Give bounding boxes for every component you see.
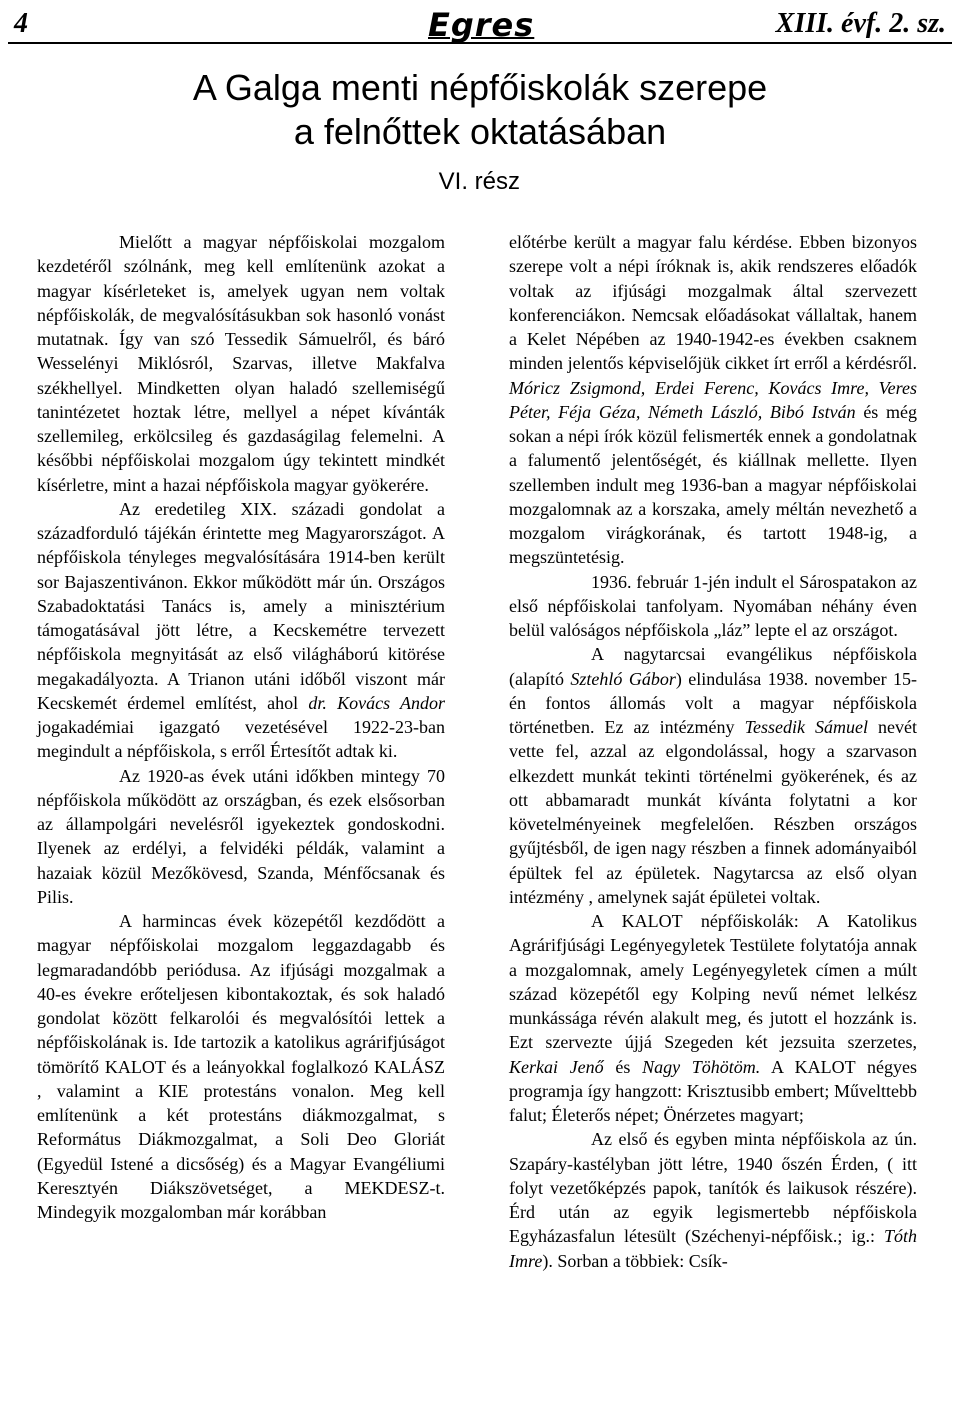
page-number: 4: [14, 8, 28, 39]
paragraph: A KALOT népfőiskolák: A Katolikus Agrárifjúsági Legényegyletek Testülete folytatója annak a mozgalomnak, amely Legényegyletek címen a múlt század közepétől egy Kolping nevű német lelkész munkássága révén alakult meg, és jutott el hozzánk is. Ezt szervezte újjá Szegeden két jezsuita szerzetes, Kerkai Jenő és Nagy Töhötöm. A KALOT négyes programja így hangzott: Krisztusibb embert; Művelttebb falut; Életerős népet; Önérzetes magyart;: [509, 911, 917, 1125]
issue-number: XIII. évf. 2. sz.: [775, 8, 946, 39]
paragraph: Az eredetileg XIX. századi gondolat a századforduló tájékán érintette meg Magyarországot. A népfőiskola tényleges megvalósítására 1914-ben került sor Bajaszentivánon. Ekkor működött már ún. Országos Szabadoktatási Tanács is, amely a minisztérium támogatásával jött létre, a Kecskemétre tervezett népfőiskola megnyitását az első világháború kitörése megakadályozta. A Trianon utáni időből viszont már Kecskemét érdemel említést, ahol dr. Kovács Andor jogakadémiai igazgató vezetésével 1922-23-ban megindult a népfőiskola, s erről Értesítőt adtak ki.: [37, 498, 445, 762]
article-part: VI. rész: [438, 168, 520, 195]
paragraph: előtérbe került a magyar falu kérdése. Ebben bizonyos szerepe volt a népi íróknak is, akik rendszeres előadók voltak az ifjúsági mozgalmak által szervezett konferenciákon. Nemcsak előadásokat vállaltak, hanem a Kelet Népében az 1940-1942-es években csaknem minden jelentős képviselőjük cikket írt erről a kérdésről. Móricz Zsigmond, Erdei Ferenc, Kovács Imre, Veres Péter, Féja Géza, Németh László, Bibó István és még sokan a népi írók közül felismerték ennek a gondolatnak a falumentő jelentőségét, és kiállnak mellette. Ilyen szellemben indult meg 1936-ban a magyar népfőiskolai mozgalomnak az a korszaka, amely méltán nevezhető a mozgalom virágkorának, és tartott 1948-ig, a megszüntetésig.: [509, 232, 917, 568]
paragraph: Az első és egyben minta népfőiskola az ún. Szapáry-kastélyban jött létre, 1940 őszén Érden, ( itt folyt vezetőképzés papok, tanítók és laikusok részére). Érd után az egyik legismertebb népfőiskola Egyházasfalun létesült (Széchenyi-népfőisk.; ig.: Tóth Imre). Sorban a többiek: Csík-: [509, 1129, 917, 1271]
paragraph: A harmincas évek közepétől kezdődött a magyar népfőiskolai mozgalom leggazdagabb és legmaradandóbb periódusa. Az ifjúsági mozgalmak a 40-es évekre erőteljesen kibontakoztak, és sok haladó gondolat között felkarolói és megvalósítói lettek a népfőiskolának is. Ide tartozik a katolikus agrárifjúságot tömörítő KALOT és a leányokkal foglalkozó KALÁSZ , valamint a KIE protestáns vonalon. Meg kell említenünk a két protestáns diákmozgalmat, s Református Diákmozgalmat, a Soli Deo Gloriát (Egyedül Istené a dicsőség) és a Magyar Evangéliumi Keresztyén Diákszövetséget, a MEKDESZ-t. Mindegyik mozgalomban már korábban: [37, 911, 445, 1222]
paragraph: Az 1920-as évek utáni időkben mintegy 70 népfőiskola működött az országban, és ezek elsősorban az állampolgári nevelésről igyekeztek gondoskodni. Ilyenek az erdélyi, a felvidéki példák, valamint a hazaiak közül Mezőkövesd, Szanda, Ménfőcsanak és Pilis.: [37, 765, 445, 907]
article-title-line-2: a felnőttek oktatásában: [293, 111, 667, 152]
paragraph: 1936. február 1-jén indult el Sárospatakon az első népfőiskolai tanfolyam. Nyomában néhány éven belül valóságos népfőiskola „láz” lepte el az országot.: [509, 571, 917, 640]
paragraph: Mielőtt a magyar népfőiskolai mozgalom kezdetéről szólnánk, meg kell említenünk azokat a magyar kísérleteket is, amelyek ugyan nem voltak népfőiskolák, de megvalósításukban sok hasonló vonást mutatnak. Így van szó Tessedik Sámuelről, és báró Wesselényi Miklósról, Szarvas, illetve Makfalva székhellyel. Mindketten olyan haladó szellemiségű tanintézetet hoztak létre, mellyel a népet kívánták szellemileg, erkölcsileg és gazdaságilag felemelni. A későbbi népfőiskolai mozgalom úgy tekintett mindkét kísérletre, mint a hazai népfőiskola magyar gyökerére.: [37, 232, 445, 495]
article-title-line-1: A Galga menti népfőiskolák szerepe: [192, 67, 768, 108]
left-column: [37, 230, 445, 1224]
masthead-logo: Egres: [428, 6, 535, 44]
paragraph: A nagytarcsai evangélikus népfőiskola (alapító Sztehló Gábor) elindulása 1938. november 15-én fontos állomás volt a magyar népfőiskola történetben. Ez az intézmény Tessedik Sámuel nevét vette fel, azzal az elgondolással, hogy a szarvason elkezdett munkát tekinti történelmi gyökerének, és az ott abbamaradt munkát kívánta folytatni a kor követelményeinek megfelelően. Részben országos gyűjtésből, de igen nagy részben a finnek adományaiból épültek fel az épületek. Nagytarcsa az első olyan intézmény , amelynek saját épületei voltak.: [509, 644, 917, 907]
right-column: [509, 230, 917, 1273]
article-title: [0, 66, 960, 154]
page-header: [8, 6, 952, 44]
